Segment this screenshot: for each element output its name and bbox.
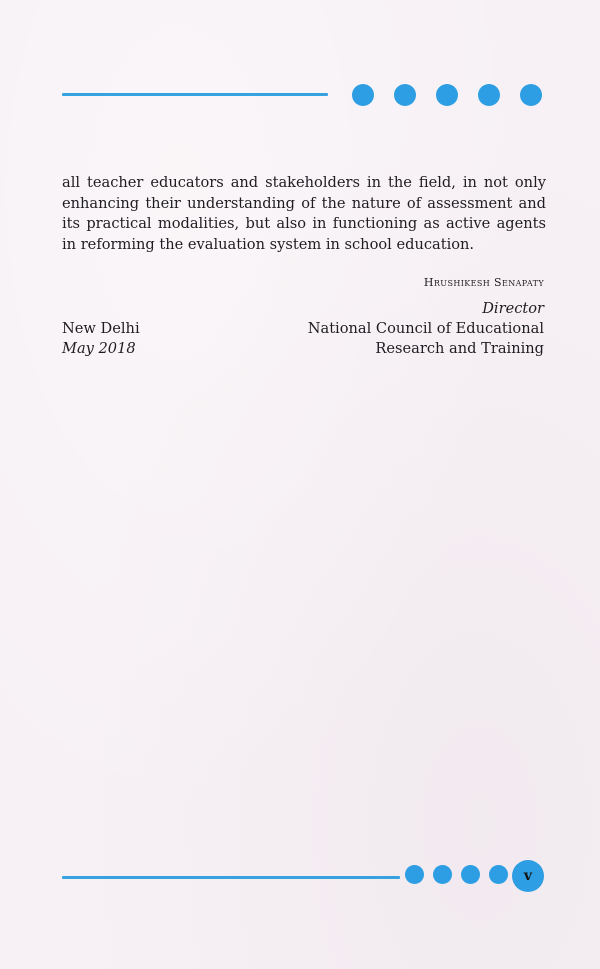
footer-dot: [489, 865, 508, 884]
footer-dot: [433, 865, 452, 884]
page-number: v: [512, 860, 544, 892]
organization-line-2: Research and Training: [375, 340, 544, 357]
place: New Delhi: [62, 320, 140, 337]
footer-rule: [62, 876, 400, 879]
header-dot: [394, 84, 416, 106]
footer-dot: [461, 865, 480, 884]
header-dot: [478, 84, 500, 106]
header-dot: [352, 84, 374, 106]
header-dot: [520, 84, 542, 106]
footer-dots: [405, 865, 508, 884]
signatory-name: Hrushikesh Senapaty: [423, 276, 544, 289]
date: May 2018: [62, 340, 136, 357]
header-dots: [352, 84, 542, 106]
header-rule: [62, 93, 328, 96]
footer-dot: [405, 865, 424, 884]
header-dot: [436, 84, 458, 106]
organization-line-1: National Council of Educational: [307, 320, 544, 337]
signatory-title: Director: [482, 300, 544, 317]
body-paragraph: all teacher educators and stakeholders in the field, in not only enhancing their understanding of the nature of assessment and its practical modalities, but also in functioning as active agents in reforming the evaluation system in school education.: [62, 174, 546, 253]
